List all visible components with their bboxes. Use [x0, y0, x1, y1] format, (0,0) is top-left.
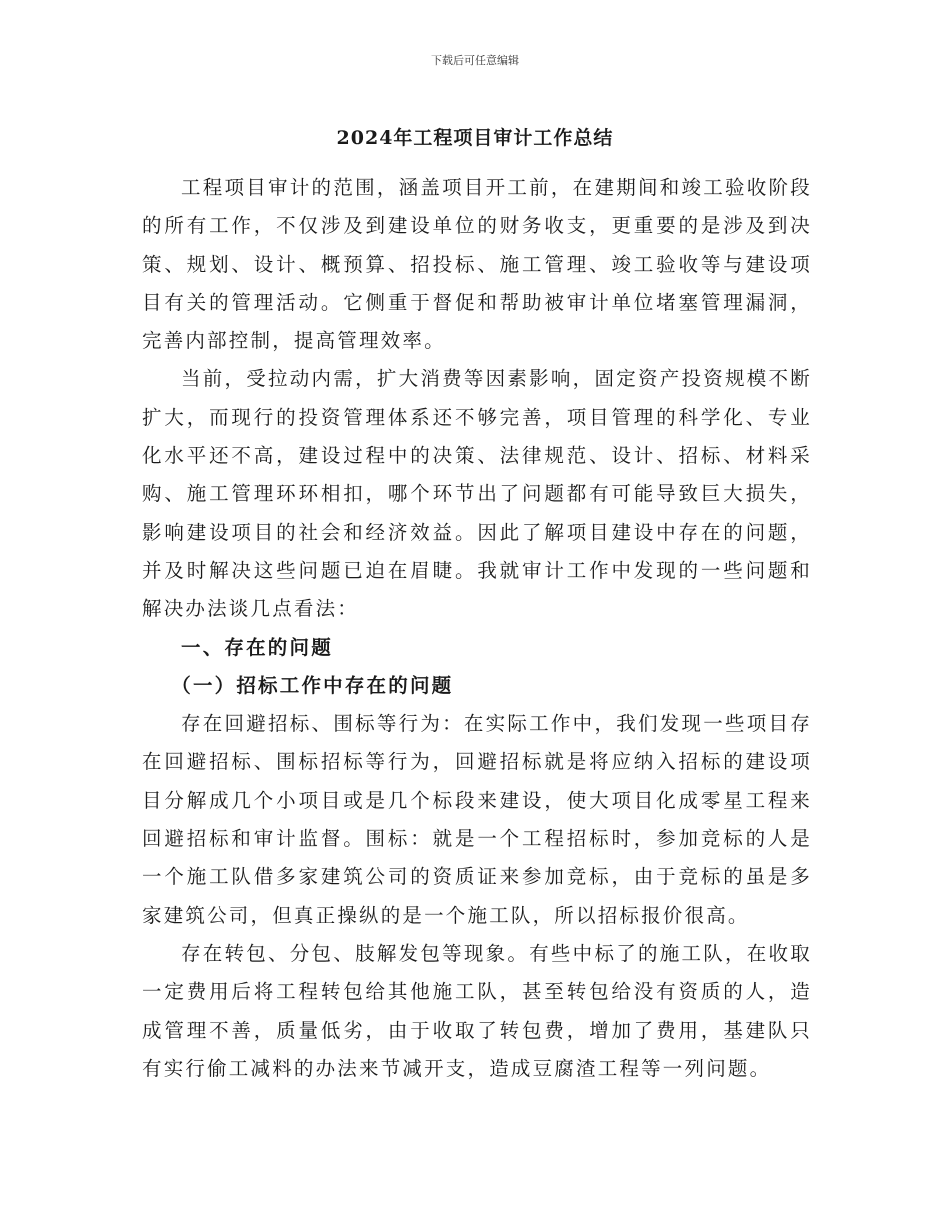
subsection-heading: （一）招标工作中存在的问题 — [171, 673, 454, 697]
paragraph: 工程项目审计的范围，涵盖项目开工前，在建期间和竣工验收阶段的所有工作，不仅涉及到建设单位的财务收支，更重要的是涉及到决策、规划、设计、概预算、招投标、施工管理、竣工验收等与建设项目有关的管理活动。它侧重于督促和帮助被审计单位堵塞管理漏洞，完善内部控制，提高管理效率。 — [142, 176, 812, 353]
document-title: 2024年工程项目审计工作总结 — [336, 127, 614, 149]
paragraph: 当前，受拉动内需，扩大消费等因素影响，固定资产投资规模不断扩大，而现行的投资管理体系还不够完善，项目管理的科学化、专业化水平还不高，建设过程中的决策、法律规范、设计、招标、材料采购、施工管理环环相扣，哪个环节出了问题都有可能导致巨大损失，影响建设项目的社会和经济效益。因此了解项目建设中存在的问题，并及时解决这些问题已迫在眉睫。我就审计工作中发现的一些问题和解决办法谈几点看法： — [142, 367, 812, 621]
section-heading: 一、存在的问题 — [181, 635, 333, 659]
paragraph: 存在转包、分包、肢解发包等现象。有些中标了的施工队，在收取一定费用后将工程转包给其他施工队，甚至转包给没有资质的人，造成管理不善，质量低劣，由于收取了转包费，增加了费用，基建队只有实行偷工减料的办法来节减开支，造成豆腐渣工程等一列问题。 — [142, 941, 812, 1080]
document-body — [142, 169, 812, 1088]
paragraph: 存在回避招标、围标等行为：在实际工作中，我们发现一些项目存在回避招标、围标招标等行为，回避招标就是将应纳入招标的建设项目分解成几个小项目或是几个标段来建设，使大项目化成零星工程来回避招标和审计监督。围标：就是一个工程招标时，参加竞标的人是一个施工队借多家建筑公司的资质证来参加竞标，由于竞标的虽是多家建筑公司，但真正操纵的是一个施工队，所以招标报价很高。 — [142, 712, 812, 927]
page-header: 下载后可任意编辑 — [431, 54, 519, 67]
